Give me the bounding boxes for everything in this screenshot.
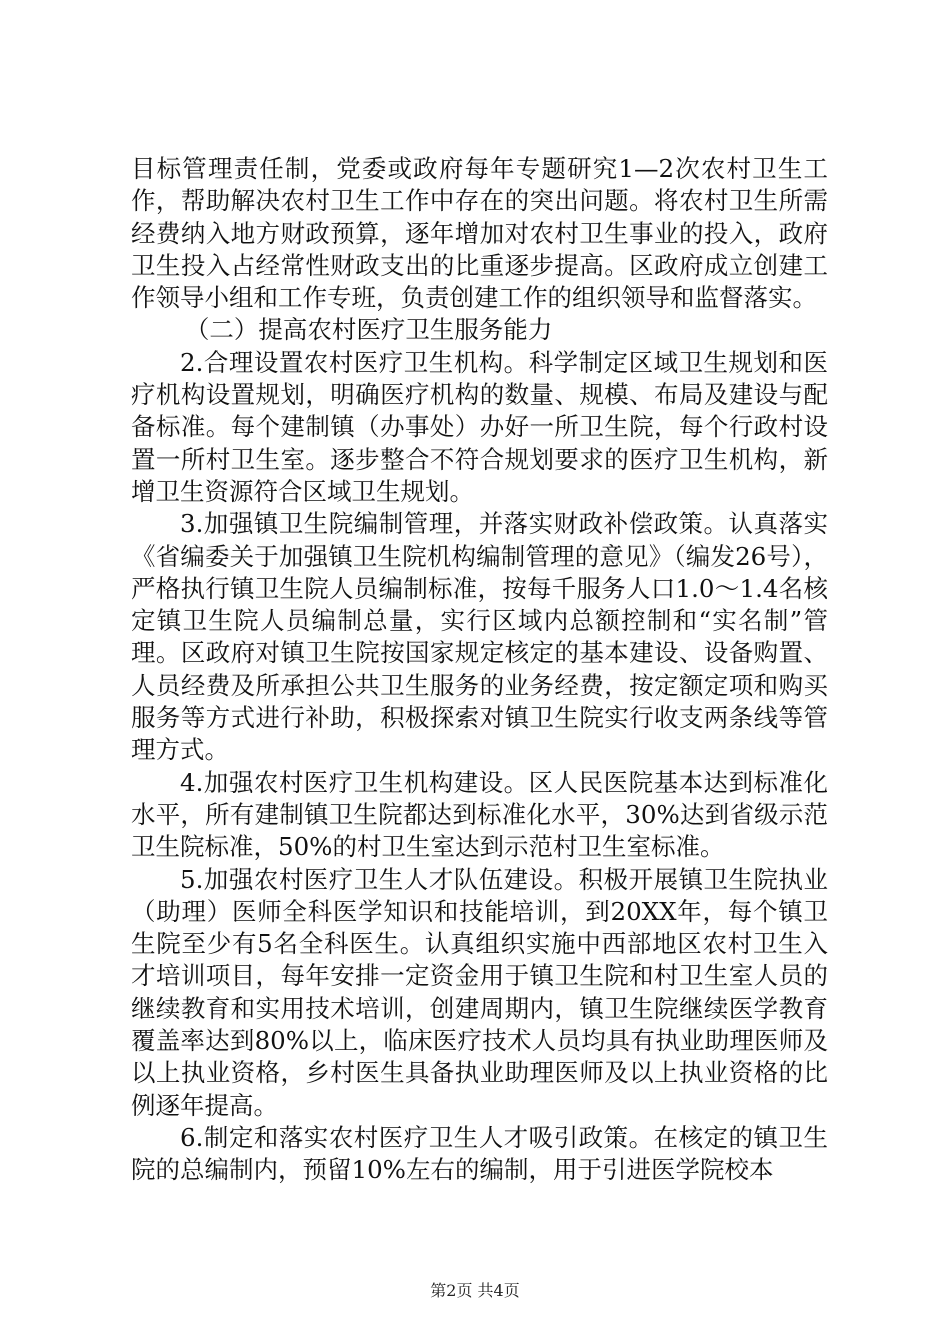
paragraph-item-2: 2.合理设置农村医疗卫生机构。科学制定区域卫生规划和医疗机构设置规划，明确医疗机构的数量、规模、布局及建设与配备标准。每个建制镇（办事处）办好一所卫生院，每个行政村设置一所村卫生室。逐步整合不符合规划要求的医疗卫生机构，新增卫生资源符合区域卫生规划。 <box>131 347 828 506</box>
paragraph-item-6: 6.制定和落实农村医疗卫生人才吸引政策。在核定的镇卫生院的总编制内，预留10%左右的编制，用于引进医学院校本 <box>131 1122 828 1185</box>
section-heading: （二）提高农村医疗卫生服务能力 <box>184 315 553 345</box>
paragraph-item-5: 5.加强农村医疗卫生人才队伍建设。积极开展镇卫生院执业（助理）医师全科医学知识和技能培训，到20XX年，每个镇卫生院至少有5名全科医生。认真组织实施中西部地区农村卫生入才培训项目，每年安排一定资金用于镇卫生院和村卫生室人员的继续教育和实用技术培训，创建周期内，镇卫生院继续医学教育覆盖率达到80%以上，临床医疗技术人员均具有执业助理医师及以上执业资格，乡村医生具备执业助理医师及以上执业资格的比例逐年提高。 <box>131 864 828 1120</box>
paragraph-item-3: 3.加强镇卫生院编制管理，并落实财政补偿政策。认真落实《省编委关于加强镇卫生院机构编制管理的意见》（编发26号），严格执行镇卫生院人员编制标准，按每千服务人口1.0～1.4名核定镇卫生院人员编制总量，实行区域内总额控制和“实名制”管理。区政府对镇卫生院按国家规定核定的基本建设、设备购置、人员经费及所承担公共卫生服务的业务经费，按定额定项和购买服务等方式进行补助，积极探索对镇卫生院实行收支两条线等管理方式。 <box>131 509 828 765</box>
paragraph-item-4: 4.加强农村医疗卫生机构建设。区人民医院基本达到标准化水平，所有建制镇卫生院都达到标准化水平，30%达到省级示范卫生院标准，50%的村卫生室达到示范村卫生室标准。 <box>131 767 828 862</box>
document-body <box>131 153 828 1187</box>
page-number-footer: 第2页 共4页 <box>430 1281 520 1300</box>
paragraph-continuation: 目标管理责任制，党委或政府每年专题研究1—2次农村卫生工作，帮助解决农村卫生工作中存在的突出问题。将农村卫生所需经费纳入地方财政预算，逐年增加对农村卫生事业的投入，政府卫生投入占经常性财政支出的比重逐步提高。区政府成立创建工作领导小组和工作专班，负责创建工作的组织领导和监督落实。 <box>131 154 828 313</box>
